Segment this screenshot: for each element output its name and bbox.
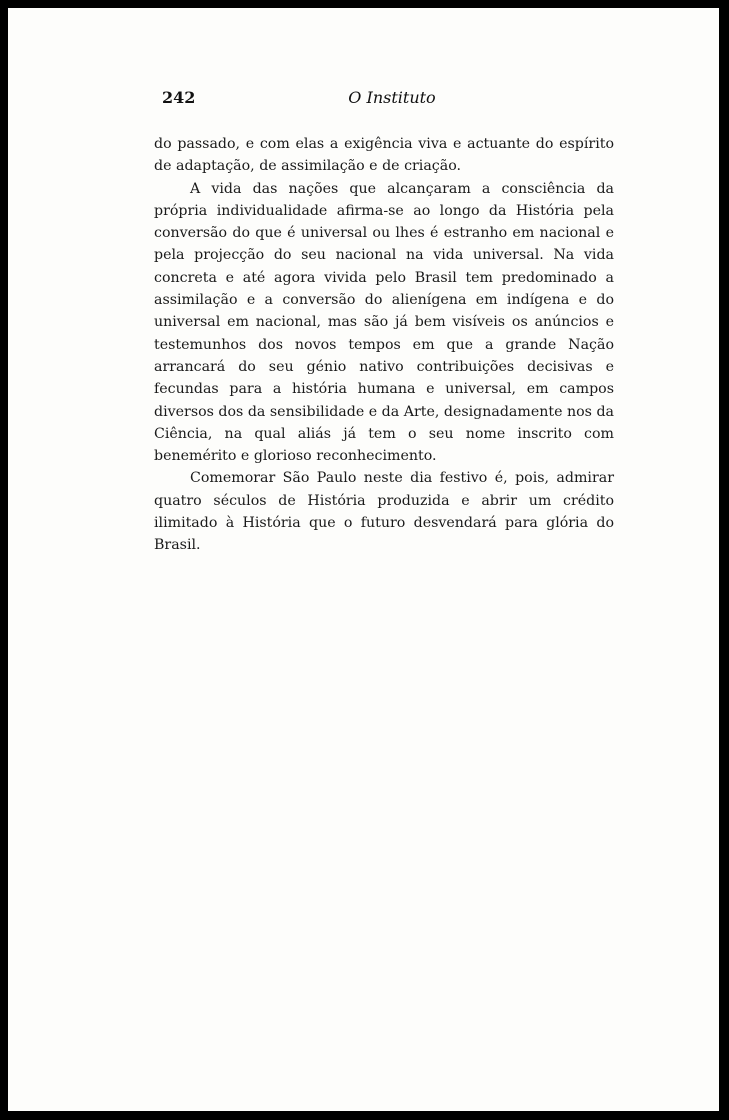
- paragraph-3: Comemorar São Paulo neste dia festivo é, pois, admirar quatro séculos de História produzida e abrir um crédito ilimitado à História que o futuro desvendará para glória do Brasil.: [154, 470, 614, 554]
- body-text: [154, 133, 614, 557]
- running-title: O Instituto: [348, 88, 436, 107]
- page-number: 242: [162, 88, 196, 107]
- paragraph-2: A vida das nações que alcançaram a consciência da própria individualidade afirma-se ao longo da História pela conversão do que é universal ou lhes é estranho em nacional e pela projecção do seu nacional na vida universal. Na vida concreta e até agora vivida pelo Brasil tem predominado a assimilação e a conversão do alienígena em indígena e do universal em nacional, mas são já bem visíveis os anúncios e testemunhos dos novos tempos em que a grande Nação arrancará do seu génio nativo contribuições decisivas e fecundas para a história humana e universal, em campos diversos dos da sensibilidade e da Arte, designadamente nos da Ciência, na qual aliás já tem o seu nome inscrito com benemérito e glorioso reconhecimento.: [154, 180, 614, 465]
- page-header: [162, 88, 622, 112]
- paragraph-1: do passado, e com elas a exigência viva e actuante do espírito de adaptação, de assimilação e de criação.: [154, 136, 614, 175]
